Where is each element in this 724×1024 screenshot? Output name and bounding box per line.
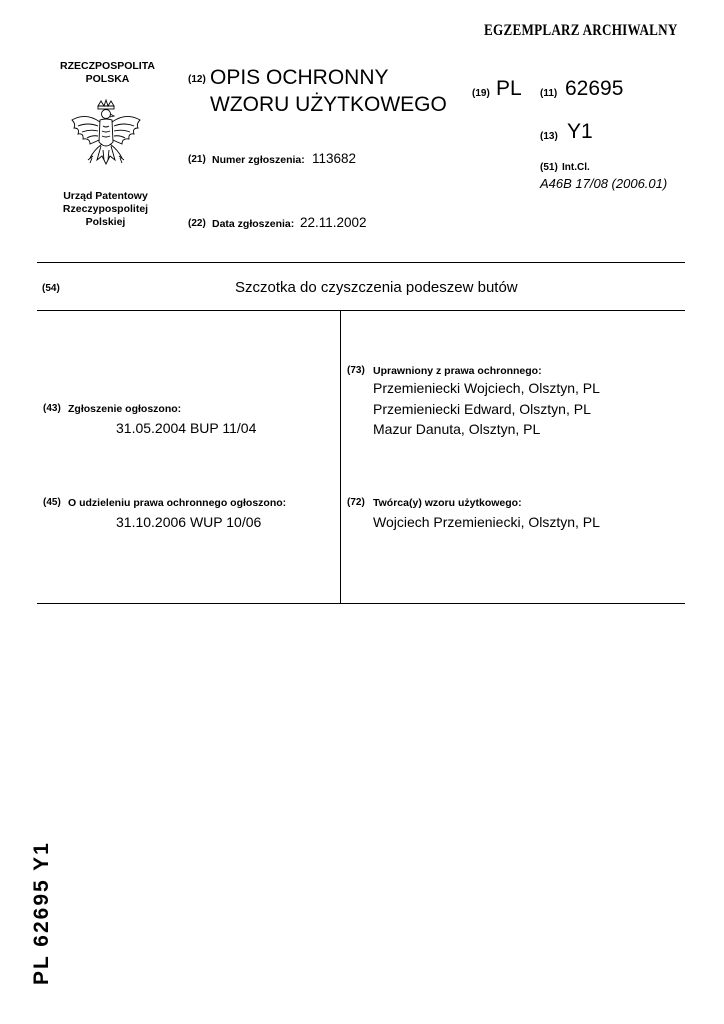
- granted-label: (45): [43, 497, 61, 508]
- invention-title: Szczotka do czyszczenia podeszew butów: [235, 279, 518, 296]
- filing-title: Data zgłoszenia:: [212, 218, 295, 230]
- country-line-2: POLSKA: [85, 73, 130, 85]
- country-name: [50, 60, 165, 86]
- granted-value: 31.10.2006 WUP 10/06: [116, 514, 262, 530]
- intcl-title: Int.Cl.: [562, 162, 590, 173]
- divider-top: [37, 262, 685, 263]
- patent-number: 62695: [565, 77, 624, 100]
- owners-label: (73): [347, 365, 365, 376]
- kind-label: (13): [540, 131, 558, 142]
- archive-stamp: EGZEMPLARZ ARCHIWALNY: [484, 22, 678, 39]
- doc-type-code: (12): [188, 74, 206, 85]
- document-type-title: [210, 64, 447, 118]
- office-line-3: Polskiej: [85, 216, 126, 228]
- country-line-1: RZECZPOSPOLITA: [60, 60, 155, 72]
- owner-3: Mazur Danuta, Olsztyn, PL: [373, 421, 541, 437]
- owner-2: Przemieniecki Edward, Olsztyn, PL: [373, 401, 591, 417]
- filing-date: 22.11.2002: [300, 215, 367, 230]
- column-divider: [340, 310, 341, 603]
- published-value: 31.05.2004 BUP 11/04: [116, 420, 257, 436]
- creators-title: Twórca(y) wzoru użytkowego:: [373, 497, 522, 509]
- intcl-label: (51): [540, 162, 558, 173]
- owners-title: Uprawniony z prawa ochronnego:: [373, 365, 542, 377]
- patent-office: [48, 190, 163, 229]
- application-label: (21): [188, 154, 206, 165]
- creator-1: Wojciech Przemieniecki, Olsztyn, PL: [373, 514, 600, 530]
- country-code: PL: [496, 77, 522, 100]
- filing-label: (22): [188, 218, 206, 229]
- divider-bottom: [37, 603, 685, 604]
- kind-code: Y1: [567, 120, 593, 143]
- doc-type-line-2: WZORU UŻYTKOWEGO: [210, 93, 447, 116]
- office-line-2: Rzeczypospolitej: [62, 203, 149, 215]
- country-code-label: (19): [472, 88, 490, 99]
- published-title: Zgłoszenie ogłoszono:: [68, 403, 182, 415]
- application-title: Numer zgłoszenia:: [212, 154, 305, 166]
- title-label: (54): [42, 283, 60, 294]
- number-label: (11): [540, 88, 558, 99]
- eagle-emblem-icon: [64, 98, 148, 182]
- granted-title: O udzieleniu prawa ochronnego ogłoszono:: [68, 497, 287, 509]
- application-number: 113682: [312, 151, 357, 166]
- owner-1: Przemieniecki Wojciech, Olsztyn, PL: [373, 380, 600, 396]
- office-line-1: Urząd Patentowy: [63, 190, 148, 202]
- divider-middle: [37, 310, 685, 311]
- doc-type-line-1: OPIS OCHRONNY: [210, 66, 389, 89]
- side-publication-number: PL 62695 Y1: [30, 841, 53, 985]
- intcl-value: A46B 17/08 (2006.01): [540, 176, 668, 191]
- published-label: (43): [43, 403, 61, 414]
- creators-label: (72): [347, 497, 365, 508]
